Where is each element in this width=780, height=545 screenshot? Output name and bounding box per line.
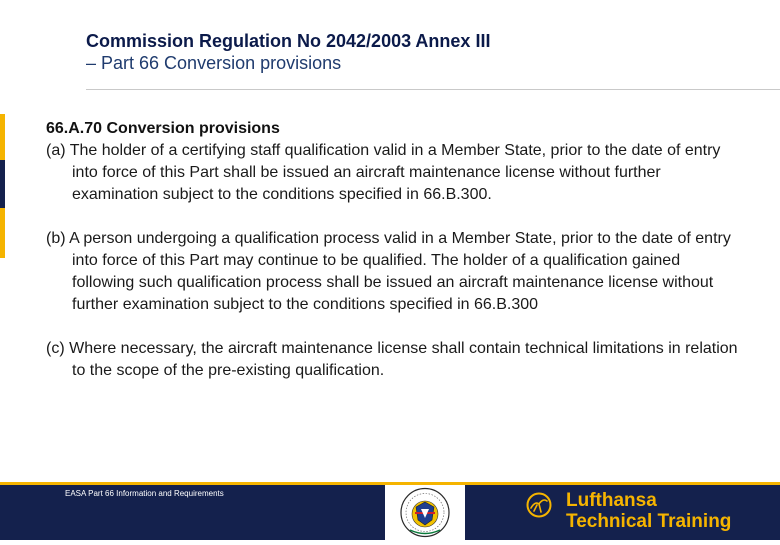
paragraph-spacer [46, 206, 746, 228]
lufthansa-crane-icon [526, 492, 552, 518]
side-accent-bar-top [0, 114, 5, 160]
side-accent-bar-middle [0, 160, 5, 208]
title-divider [86, 89, 780, 90]
paragraph-b: (b) A person undergoing a qualification process valid in a Member State, prior to the date of entry into force of this Part may continue to be qualified. The holder of a qualification gained following such qualification process shall be issued an aircraft maintenance license without further examination subject to the conditions specified in 66.B.300 [46, 230, 731, 313]
seal-emblem-icon [385, 485, 465, 540]
title-main: Commission Regulation No 2042/2003 Annex III [86, 31, 491, 51]
title-subtitle: – Part 66 Conversion provisions [86, 53, 342, 73]
footer-bar [0, 482, 780, 540]
paragraph-c: (c) Where necessary, the aircraft maintenance license shall contain technical limitations in relation to the scope of the pre-existing qualification. [46, 340, 738, 379]
slide-title [86, 30, 490, 74]
side-accent-bar-bottom [0, 208, 5, 258]
section-heading: 66.A.70 Conversion provisions [46, 120, 280, 137]
content-body [46, 118, 746, 382]
footer-caption: EASA Part 66 Information and Requirements [65, 489, 224, 498]
institution-seal-logo [385, 485, 465, 540]
paragraph-a: (a) The holder of a certifying staff qualification valid in a Member State, prior to the date of entry into force of this Part shall be issued an aircraft maintenance license without further examination subject to the conditions specified in 66.B.300. [46, 142, 721, 203]
brand-wordmark [566, 490, 731, 532]
brand-division: Technical Training [566, 511, 732, 532]
brand-name: Lufthansa [566, 490, 657, 511]
paragraph-spacer [46, 316, 746, 338]
